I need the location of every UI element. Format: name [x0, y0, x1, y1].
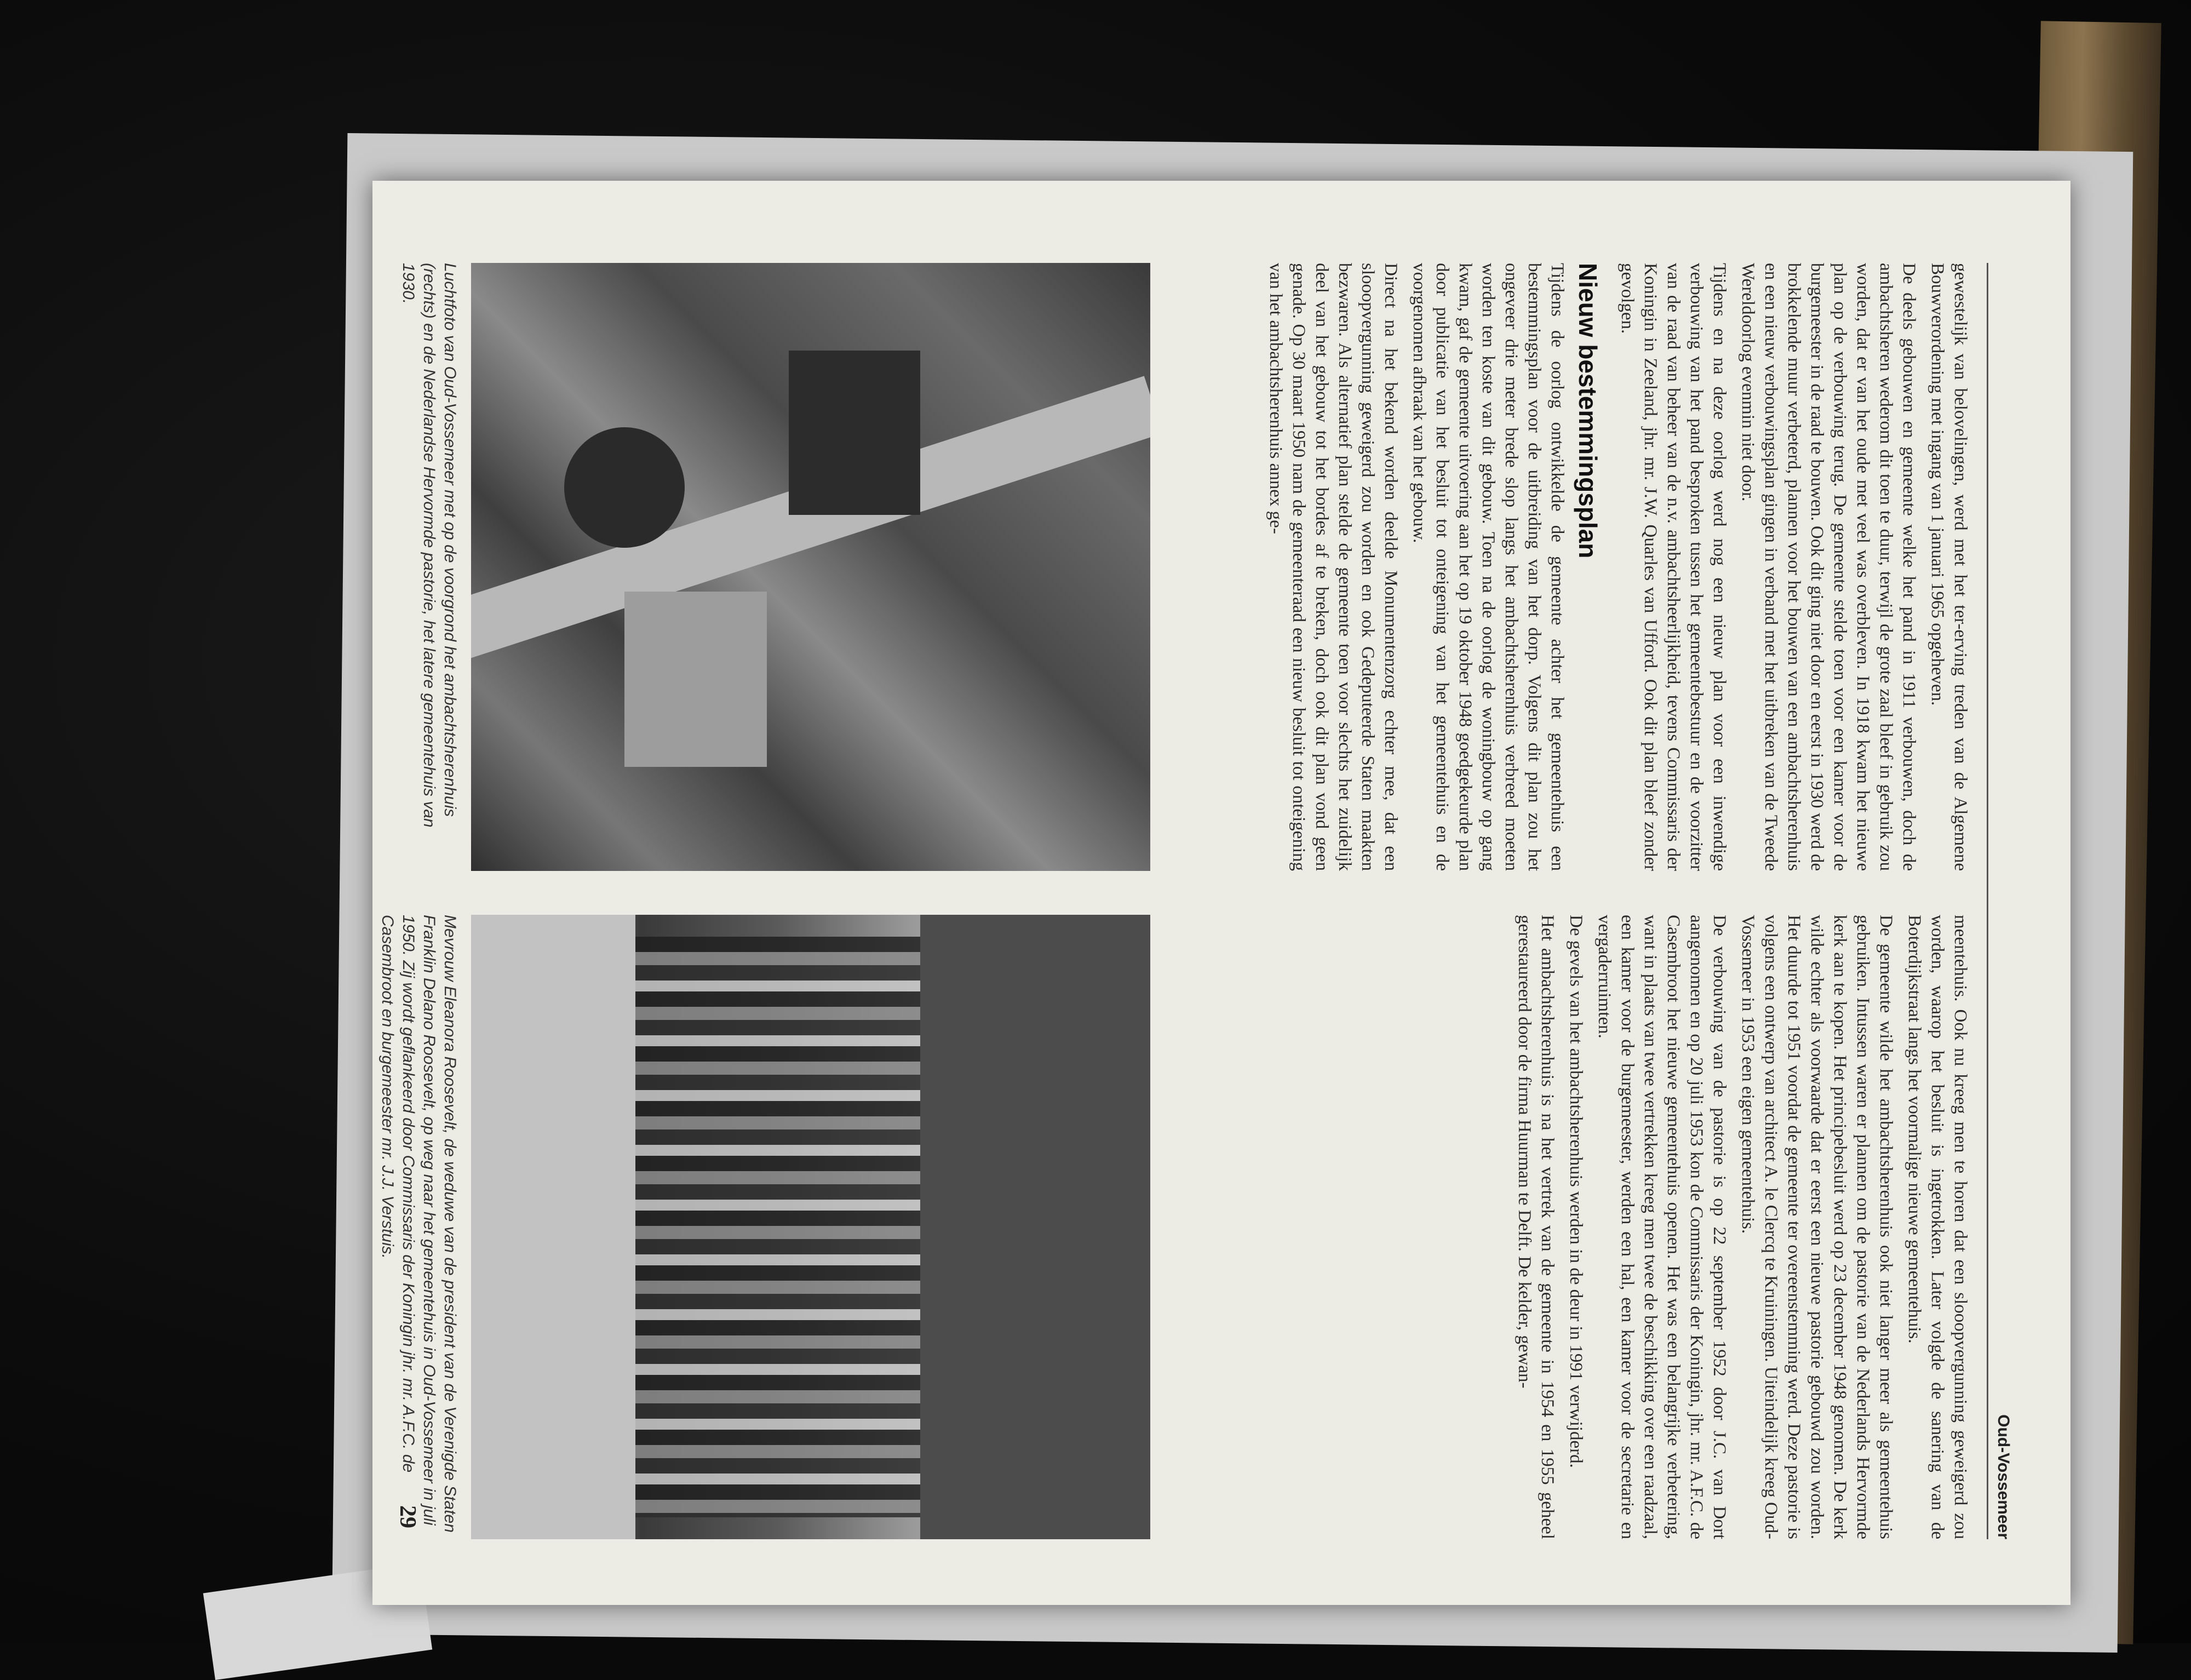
paragraph: Tijdens de oorlog ontwikkelde de gemeente achter het gemeentehuis een bestemmingsplan voor de uitbreiding van het dorp. Volgens dit plan zou het ongeveer drie meter brede slop langs het ambachtsherenhuis verbreed moeten worden ten koste van dit gebouw. Toen na de oorlog de woningbouw op gang kwam, gaf de gemeente uitvoering aan het op 19 oktober 1948 goedgekeurde plan door publicatie van het besluit tot onteigening van het gemeentehuis en de voorgenomen afbraak van het gebouw.: [1409, 263, 1567, 871]
crowd-photo-caption: Mevrouw Eleanora Roosevelt, de weduwe van de president van de Verenigde Staten Franklin Delano Roosevelt, op weg naar het gemeentehuis in Oud-Vossemeer in juli 1950. Zij wordt geflankeerd door Commissaris der Koningin jhr. mr. A.F.C. de Casembroot en burgemeester mr. J.J. Verstuis.: [378, 915, 459, 1533]
page-number: 29: [395, 1505, 420, 1528]
paragraph: meentehuis. Ook nu kreeg men te horen dat een slooopvergunning geweigerd zou worden, waarop het besluit is ingetrokken. Later volgde de sanering van de Boterdijkstraat langs het voormalige nieuwe gemeentehuis.: [1905, 915, 1970, 1539]
book-page: [372, 181, 2070, 1605]
photo-street-detail: [471, 915, 635, 1539]
photo-crowd-detail: [635, 937, 920, 1517]
page-header: [1987, 263, 2021, 1539]
paragraph: De verbouwing van de pastorie is op 22 september 1952 door J.C. van Dort aangenomen en op 20 juli 1953 kon de Commissaris der Koningin, jhr. mr. A.F.C. de Casembroot het nieuwe gemeentehuis openen. Het was een belangrijke verbetering, want in plaats van twee vertrekken kreeg men twee de beschikking over een raadzaal, een kamer voor de burgemeester, werden een hal, een kamer voor de secretarie en vergaderruimten.: [1595, 915, 1729, 1539]
paragraph: De gemeente wilde het ambachtsherenhuis ook niet langer meer als gemeentehuis gebruiken. Intussen waren er plannen om de pastorie van de Nederlands Hervormde kerk aan te kopen. Het principebesluit werd op 23 december 1948 genomen. De kerk wilde echter als voorwaarde dat er eerst een nieuwe pastorie gebouwd zou worden. Het duurde tot 1951 voordat de gemeente ter overeenstemming werd. Deze pastorie is volgens een ontwerp van architect A. le Clercq te Kruiningen. Uiteindelijk kreeg Oud-Vossemeer in 1953 een eigen gemeentehuis.: [1738, 915, 1896, 1539]
running-title: Oud-Vossemeer: [1994, 1414, 2012, 1539]
section-heading: Nieuw bestemmingsplan: [1574, 263, 1602, 559]
paragraph: Tijdens en na deze oorlog werd nog een nieuw plan voor een inwendige verbouwing van het pand besproken tussen het gemeentebestuur en de voorzitter van de raad van beheer van de n.v. ambachtsheerlijkheid, tevens Commissaris der Koningin in Zeeland, jhr. mr. J.W. Quarles van Ufford. Ook dit plan bleef zonder gevolgen.: [1618, 263, 1729, 871]
right-column: [1507, 915, 1972, 1539]
aerial-photo: [471, 263, 1150, 871]
aerial-photo-caption: Luchtfoto van Oud-Vossemeer met op de voorgrond het ambachtsherenhuis (rechts) en de Nederlandse Hervormde pastorie, het latere gemeentehuis van 1930.: [399, 263, 459, 828]
photo-trees-detail: [564, 427, 685, 548]
paragraph: De gevels van het ambachtsherenhuis werden in de deur in 1991 verwijderd.: [1566, 915, 1586, 1468]
paragraph: Direct na het bekend worden deelde Monumentenzorg echter mee, dat een slooopvergunning geweigerd zou worden en ook Gedeputeerde Staten maakten bezwaren. Als alternatief plan stelde de gemeente toen voor slechts het zuidelijk deel van het gebouw tot het bordes af te breken, doch ook dit plan vond geen genade. Op 30 maart 1950 nam de gemeenteraad een nieuw besluit tot onteigening van het ambachtsherenhuis annex ge-: [1266, 263, 1401, 871]
left-column: [1259, 263, 1972, 871]
paragraph: gewestelijk van belovelingen, werd met het ter-erving treden van de Algemene Bouwverordening met ingang van 1 januari 1965 opgeheven.: [1928, 263, 1970, 871]
photo-church-detail: [789, 351, 920, 515]
paragraph: Het ambachtsherenhuis is na het vertrek van de gemeente in 1954 en 1955 geheel gerestaureerd door de firma Huurman te Delft. De kelder, gewan-: [1515, 915, 1557, 1539]
photo-building-detail: [920, 915, 1150, 1539]
page-wrapper: [372, 181, 2070, 1605]
paragraph: De deels gebouwen en gemeente welke het pand in 1911 verbouwen, doch de ambachtsheren wederom dit toen te duur, terwijl de grote zaal bleef in gebruik zou worden, dat er van het oude met veel was overbleven. In 1918 kwam het nieuwe plan op de verbouwing terug. De gemeente stelde toen voor een kamer voor de burgemeester in de raad te bouwen. Ook dit ging niet door en eerst in 1930 werd de brokkelende muur verbeterd, plannen voor het bouwen van een ambachtsherenhuis en een nieuw verbouwingsplan gingen in verband met het uitbreken van de Tweede Wereldoorlog evenmin niet door.: [1738, 263, 1919, 871]
photo-square-detail: [624, 592, 767, 767]
crowd-photo: [471, 915, 1150, 1539]
